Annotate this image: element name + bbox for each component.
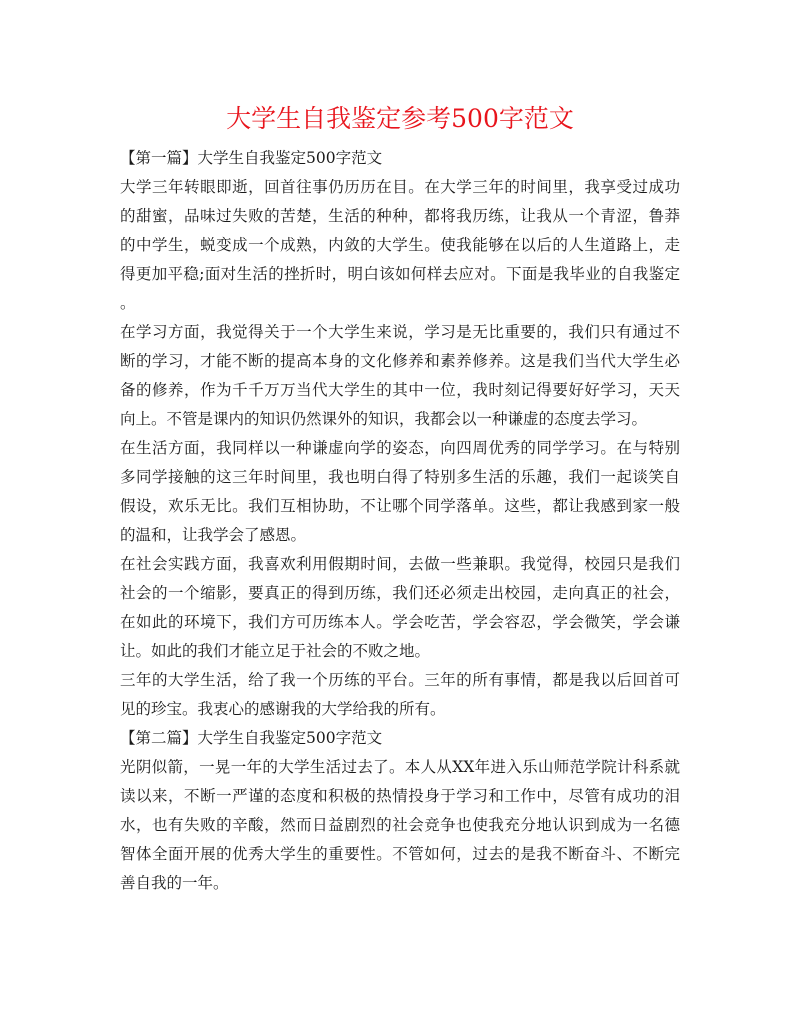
section-heading: 【第二篇】大学生自我鉴定500字范文 [120, 729, 383, 747]
text-line: 假设，欢乐无比。我们互相协助，不让哪个同学落单。这些，都让我感到家一般 [120, 497, 680, 515]
text-line: 水，也有失败的辛酸，然而日益剧烈的社会竞争也使我充分地认识到成为一名德 [120, 816, 680, 834]
text-line: 在生活方面，我同样以一种谦虚向学的姿态，向四周优秀的同学学习。在与特别 [120, 439, 680, 457]
text-line: 的甜蜜，品味过失败的苦楚，生活的种种，都将我历练，让我从一个青涩，鲁莽 [120, 207, 680, 225]
text-line: 三年的大学生活，给了我一个历练的平台。三年的所有事情，都是我以后回首可 [120, 671, 680, 689]
text-line: 向上。不管是课内的知识仍然课外的知识，我都会以一种谦虚的态度去学习。 [120, 410, 648, 428]
text-line: 断的学习，才能不断的提高本身的文化修养和素养修养。这是我们当代大学生必 [120, 352, 680, 370]
text-line: 备的修养，作为千千万万当代大学生的其中一位，我时刻记得要好好学习，天天 [120, 381, 680, 399]
section-heading: 【第一篇】大学生自我鉴定500字范文 [120, 149, 383, 167]
text-line: 。 [120, 294, 136, 312]
text-line: 多同学接触的这三年时间里，我也明白得了特别多生活的乐趣，我们一起谈笑自 [120, 468, 680, 486]
text-line: 智体全面开展的优秀大学生的重要性。不管如何，过去的是我不断奋斗、不断完 [120, 845, 680, 863]
text-line: 的中学生，蜕变成一个成熟，内敛的大学生。使我能够在以后的人生道路上，走 [120, 236, 680, 254]
text-line: 在如此的环境下，我们方可历练本人。学会吃苦，学会容忍，学会微笑，学会谦 [120, 613, 680, 631]
text-line: 得更加平稳;面对生活的挫折时，明白该如何样去应对。下面是我毕业的自我鉴定 [120, 265, 680, 283]
text-line: 社会的一个缩影，要真正的得到历练，我们还必须走出校园，走向真正的社会， [120, 584, 680, 602]
text-line: 见的珍宝。我衷心的感谢我的大学给我的所有。 [120, 700, 446, 718]
document-body [120, 144, 680, 898]
text-line: 光阴似箭，一晃一年的大学生活过去了。本人从XX年进入乐山师范学院计科系就 [120, 758, 680, 776]
text-line: 在学习方面，我觉得关于一个大学生来说，学习是无比重要的，我们只有通过不 [120, 323, 680, 341]
text-line: 让。如此的我们才能立足于社会的不败之地。 [120, 642, 431, 660]
document-title: 大学生自我鉴定参考500字范文 [226, 104, 574, 133]
text-line: 在社会实践方面，我喜欢利用假期时间，去做一些兼职。我觉得，校园只是我们 [120, 555, 680, 573]
text-line: 大学三年转眼即逝，回首往事仍历历在目。在大学三年的时间里，我享受过成功 [120, 178, 680, 196]
text-line: 读以来，不断一严谨的态度和积极的热情投身于学习和工作中，尽管有成功的泪 [120, 787, 680, 805]
text-line: 善自我的一年。 [120, 874, 229, 892]
text-line: 的温和，让我学会了感恩。 [120, 526, 307, 544]
